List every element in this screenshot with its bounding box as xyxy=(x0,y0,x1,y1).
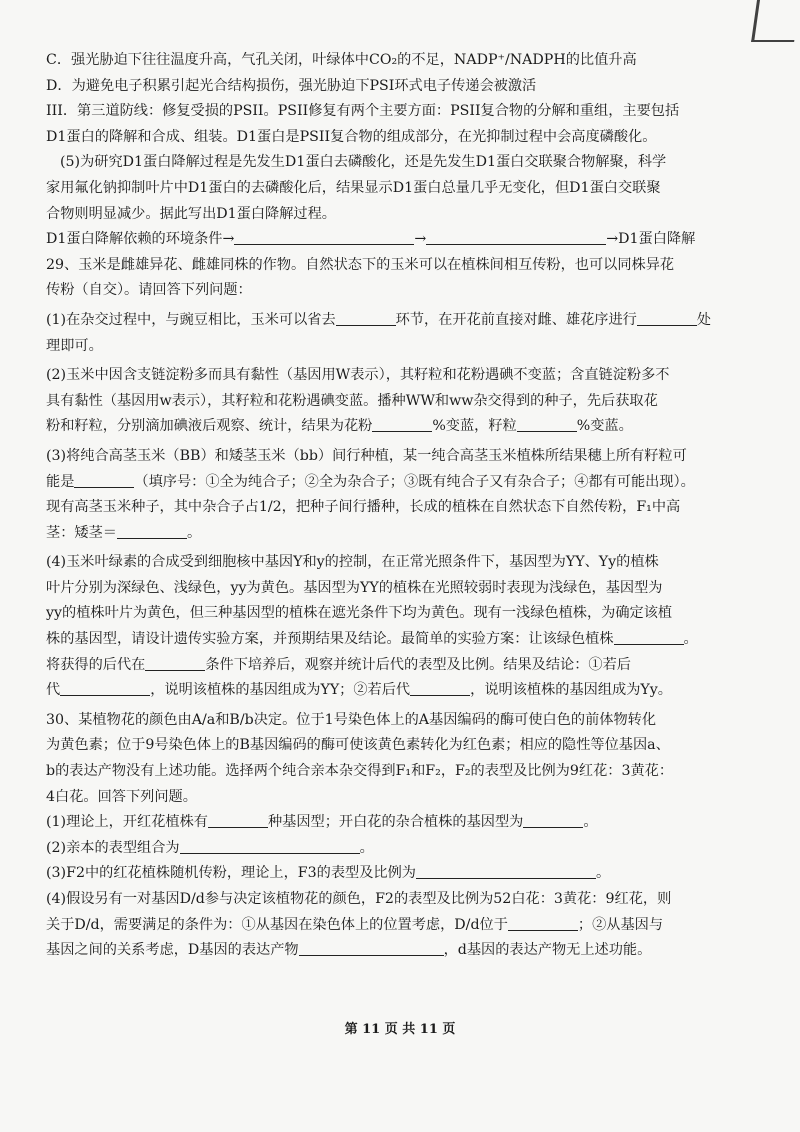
q29-1-text-b: 环节，在开花前直接对雌、雄花序进行 xyxy=(395,311,637,328)
q29-3-text-b: （填序号：①全为纯合子；②全为杂合子；③既有纯合子又有杂合子；④都有可能出现）。 xyxy=(134,473,695,490)
q29-3-blank-1[interactable] xyxy=(74,471,134,488)
q30-4-blank-function[interactable] xyxy=(299,939,444,956)
q5-blank-2[interactable] xyxy=(426,228,606,245)
q29-stem-line-2: 传粉（自交）。请回答下列问题： xyxy=(46,282,252,299)
q30-3-blank-f3[interactable] xyxy=(416,862,596,879)
q30-3-text-a: (3)F2中的红花植株随机传粉，理论上，F3的表型及比例为 xyxy=(46,865,416,882)
q29-2-line-3 xyxy=(46,414,762,440)
q30-2-line xyxy=(46,836,762,862)
corner-fold-mark xyxy=(751,0,800,42)
q29-4-blank-method[interactable] xyxy=(614,628,684,645)
q29-2-blank-pollen[interactable] xyxy=(372,415,432,432)
q29-2-line-1: (2)玉米中因含支链淀粉多而具有黏性（基因用W表示），其籽粒和花粉遇碘不变蓝；含直链淀粉多不 xyxy=(46,367,670,384)
q30-stem-line-2: 为黄色素；位于9号染色体上的B基因编码的酶可使该黄色素转化为红色素；相应的隐性等位基因a、 xyxy=(46,737,670,754)
q5-blank-1[interactable] xyxy=(234,228,414,245)
q29-4-line-4 xyxy=(46,627,762,653)
q30-1-blank-genotype[interactable] xyxy=(523,811,583,828)
q29-3-line-3: 现有高茎玉米种子，其中杂合子占1/2，把种子间行播种，长成的植株在自然状态下自然传粉，F₁中高 xyxy=(46,499,681,516)
q29-4-text-c: 将获得的后代在 xyxy=(46,656,146,673)
q29-2-text-c: %变蓝。 xyxy=(576,418,633,435)
q30-4-blank-position[interactable] xyxy=(508,914,578,931)
q29-4-blank-condition[interactable] xyxy=(145,654,205,671)
q29-1-line-2: 理即可。 xyxy=(46,337,103,354)
q29-1-blank-1[interactable] xyxy=(336,309,396,326)
q29-3-line-2 xyxy=(46,470,762,496)
q29-3-line-1: (3)将纯合高茎玉米（BB）和矮茎玉米（bb）间行种植，某一纯合高茎玉米植株所结果穗上所有籽粒可 xyxy=(46,447,687,464)
q5-line-1: (5)为研究D1蛋白降解过程是先发生D1蛋白去磷酸化，还是先发生D1蛋白交联聚合物解聚，科学 xyxy=(60,154,667,171)
q30-2-text-b: 。 xyxy=(359,839,374,856)
q30-4-text-c: 基因之间的关系考虑，D基因的表达产物 xyxy=(46,942,299,959)
q29-2-line-2: 具有黏性（基因用w表示），其籽粒和花粉遇碘变蓝。播种WW和ww杂交得到的种子，先后获取花 xyxy=(46,392,658,409)
q29-1-text-c: 处 xyxy=(696,311,712,328)
q30-stem-line-1: 30、某植物花的颜色由A/a和B/b决定。位于1号染色体上的A基因编码的酶可使白色的前体物转化 xyxy=(46,711,657,728)
q29-4-line-5 xyxy=(46,653,762,679)
page-content xyxy=(46,48,762,964)
q5-line-2: 家用氟化钠抑制叶片中D1蛋白的去磷酸化后，结果显示D1蛋白总量几乎无变化，但D1蛋白交联聚 xyxy=(46,179,661,196)
q5-text-a: D1蛋白降解依赖的环境条件→ xyxy=(46,231,235,248)
q30-4-text-b: ；②从基因与 xyxy=(577,916,664,933)
q29-1-line-1 xyxy=(46,308,762,334)
q29-4-line-2: 叶片分别为深绿色、浅绿色，yy为黄色。基因型为YY的植株在光照较弱时表现为浅绿色，基因型为 xyxy=(46,579,663,596)
q29-3-blank-ratio[interactable] xyxy=(117,522,187,539)
q29-4-line-1: (4)玉米叶绿素的合成受到细胞核中基因Y和y的控制，在正常光照条件下，基因型为YY、Yy的植株 xyxy=(46,554,659,571)
q30-3-text-b: 。 xyxy=(595,865,611,882)
q29-2-blank-grain[interactable] xyxy=(517,415,577,432)
q29-stem-line-1: 29、玉米是雌雄异花、雌雄同株的作物。自然状态下的玉米可以在植株间相互传粉，也可以同株异花 xyxy=(46,256,675,273)
q29-4-text-b: 。 xyxy=(683,631,698,648)
q29-1-blank-2[interactable] xyxy=(637,309,697,326)
q30-1-text-b: 种基因型；开白花的杂合植株的基因型为 xyxy=(267,814,524,831)
q29-4-text-f: ，说明该植株的基因组成为YY；②若后代 xyxy=(150,682,411,699)
q29-2-text-a: 粉和籽粒，分别滴加碘液后观察、统计，结果为花粉 xyxy=(46,418,373,435)
q30-4-text-a: 关于D/d，需要满足的条件为：①从基因在染色体上的位置考虑，D/d位于 xyxy=(46,916,508,933)
defense-iii-line-1: III．第三道防线：修复受损的PSII。PSII修复有两个主要方面：PSII复合物的分解和重组，主要包括 xyxy=(46,103,680,120)
page-footer: 第 11 页 共 11 页 xyxy=(344,1022,456,1037)
q30-2-blank-parents[interactable] xyxy=(180,837,360,854)
q30-stem-line-4: 4白花。回答下列问题。 xyxy=(46,788,197,805)
q5-text-c: →D1蛋白降解 xyxy=(606,231,696,248)
q30-stem-line-3: b的表达产物没有上述功能。选择两个纯合亲本杂交得到F₁和F₂，F₂的表型及比例为9红花：3黄花： xyxy=(46,763,674,780)
q29-1-text-a: (1)在杂交过程中，与豌豆相比，玉米可以省去 xyxy=(46,311,336,328)
q30-1-line xyxy=(46,810,762,836)
q29-4-text-d: 条件下培养后，观察并统计后代的表型及比例。结果及结论：①若后 xyxy=(205,656,631,673)
option-d: D．为避免电子积累引起光合结构损伤，强光胁迫下PSI环式电子传递会被激活 xyxy=(46,77,537,94)
q30-2-text-a: (2)亲本的表型组合为 xyxy=(46,839,180,856)
q30-1-text-c: 。 xyxy=(583,814,598,831)
q29-4-line-6 xyxy=(46,678,762,704)
defense-iii-line-2: D1蛋白的降解和合成、组装。D1蛋白是PSII复合物的组成部分，在光抑制过程中会高度磷酸化。 xyxy=(46,128,657,145)
q29-4-text-a: 株的基因型，请设计遗传实验方案，并预期结果及结论。最简单的实验方案：让该绿色植株 xyxy=(46,631,614,648)
q30-3-line xyxy=(46,861,762,887)
q5-answer-line xyxy=(46,227,762,253)
q29-4-line-3: yy的植株叶片为黄色，但三种基因型的植株在遮光条件下均为黄色。现有一浅绿色植株，为确定该植 xyxy=(46,605,673,622)
q30-1-text-a: (1)理论上，开红花植株有 xyxy=(46,814,208,831)
option-c: C．强光胁迫下往往温度升高，气孔关闭，叶绿体中CO₂的不足，NADP⁺/NADPH的比值升高 xyxy=(46,52,637,68)
q29-3-line-4 xyxy=(46,521,762,547)
q29-4-blank-result-2[interactable] xyxy=(410,679,470,696)
q30-4-text-d: ，d基因的表达产物无上述功能。 xyxy=(443,942,652,959)
q5-line-3: 合物则明显减少。据此写出D1蛋白降解过程。 xyxy=(46,205,336,222)
q29-4-text-g: ，说明该植株的基因组成为Yy。 xyxy=(470,682,672,699)
q29-3-text-d: 。 xyxy=(186,524,202,541)
q29-3-text-c: 茎：矮茎＝ xyxy=(46,524,117,541)
q29-4-text-e: 代 xyxy=(46,682,61,699)
q29-4-blank-result-1[interactable] xyxy=(60,679,150,696)
q29-3-text-a: 能是 xyxy=(46,473,75,490)
q29-2-text-b: %变蓝，籽粒 xyxy=(432,418,517,435)
q30-1-blank-count[interactable] xyxy=(208,811,268,828)
q5-text-b: → xyxy=(414,231,427,248)
q30-4-line-2 xyxy=(46,913,762,939)
q30-4-line-1: (4)假设另有一对基因D/d参与决定该植物花的颜色，F2的表型及比例为52白花：3黄花：9红花，则 xyxy=(46,891,672,907)
q30-4-line-3 xyxy=(46,938,762,964)
